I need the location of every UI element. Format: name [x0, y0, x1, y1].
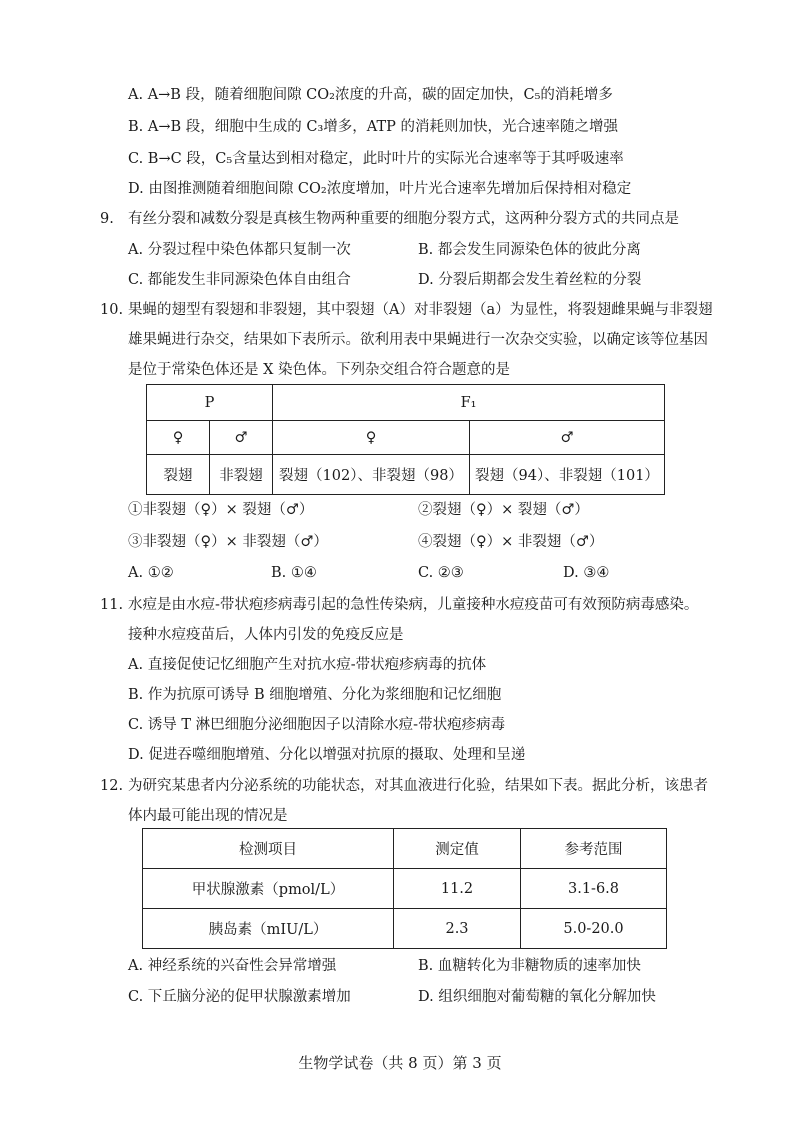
q12-header-range: 参考范围 [521, 829, 667, 869]
q12-option-c: C. 下丘脑分泌的促甲状腺激素增加 [128, 989, 351, 1005]
q12-stem-line-2: 体内最可能出现的情况是 [128, 808, 288, 824]
q11-stem-line-1: 水痘是由水痘-带状疱疹病毒引起的急性传染病，儿童接种水痘疫苗可有效预防病毒感染。 [128, 597, 699, 613]
q10-p-male-symbol: ♂ [210, 421, 273, 455]
q10-f1-header: F₁ [273, 385, 665, 421]
q10-f1-male-cell: 裂翅（94）、非裂翅（101） [470, 455, 665, 495]
q12-option-d: D. 组织细胞对葡萄糖的氧化分解加快 [418, 989, 656, 1005]
q9-option-a: A. 分裂过程中染色体都只复制一次 [128, 242, 351, 258]
q10-p-header: P [147, 385, 273, 421]
q12-table [142, 828, 667, 949]
q10-option-d: D. ③④ [563, 565, 610, 581]
table-row [143, 909, 667, 949]
q10-option-a: A. ①② [128, 565, 174, 581]
q12-row1-item: 甲状腺激素（pmol/L） [143, 869, 394, 909]
q10-f1-female-cell: 裂翅（102）、非裂翅（98） [273, 455, 470, 495]
q10-cross-4: ④裂翅（♀）× 非裂翅（♂） [418, 534, 604, 550]
q11-option-a: A. 直接促使记忆细胞产生对抗水痘-带状疱疹病毒的抗体 [128, 657, 487, 673]
q12-row1-value: 11.2 [394, 869, 521, 909]
q10-f1-female-symbol: ♀ [273, 421, 470, 455]
table-row [143, 869, 667, 909]
q12-option-b: B. 血糖转化为非糖物质的速率加快 [418, 958, 641, 974]
q10-table [146, 384, 665, 495]
q11-stem-line-2: 接种水痘疫苗后，人体内引发的免疫反应是 [128, 627, 404, 643]
q8-option-c: C. B→C 段，C₅含量达到相对稳定，此时叶片的实际光合速率等于其呼吸速率 [128, 151, 624, 167]
q8-option-a: A. A→B 段，随着细胞间隙 CO₂浓度的升高，碳的固定加快，C₅的消耗增多 [128, 87, 613, 103]
q12-stem-line-1: 为研究某患者内分泌系统的功能状态，对其血液进行化验，结果如下表。据此分析，该患者 [128, 778, 708, 794]
q12-number: 12. [100, 778, 124, 794]
q10-f1-male-symbol: ♂ [470, 421, 665, 455]
q9-option-c: C. 都能发生非同源染色体自由组合 [128, 272, 351, 288]
q10-cross-2: ②裂翅（♀）× 裂翅（♂） [418, 502, 589, 518]
q10-cross-1: ①非裂翅（♀）× 裂翅（♂） [128, 502, 314, 518]
q8-option-d: D. 由图推测随着细胞间隙 CO₂浓度增加，叶片光合速率先增加后保持相对稳定 [128, 181, 632, 197]
q10-stem-line-2: 雄果蝇进行杂交，结果如下表所示。欲利用表中果蝇进行一次杂交实验，以确定该等位基因 [128, 332, 708, 348]
q9-number: 9. [100, 211, 114, 227]
q11-number: 11. [100, 597, 124, 613]
q11-option-b: B. 作为抗原可诱导 B 细胞增殖、分化为浆细胞和记忆细胞 [128, 687, 502, 703]
q11-option-c: C. 诱导 T 淋巴细胞分泌细胞因子以清除水痘-带状疱疹病毒 [128, 717, 506, 733]
q10-stem-line-3: 是位于常染色体还是 X 染色体。下列杂交组合符合题意的是 [128, 362, 511, 378]
q12-row2-range: 5.0-20.0 [521, 909, 667, 949]
q10-p-female-symbol: ♀ [147, 421, 210, 455]
q10-number: 10. [100, 302, 124, 318]
q10-p-male-cell: 非裂翅 [210, 455, 273, 495]
q10-option-b: B. ①④ [271, 565, 317, 581]
q9-option-d: D. 分裂后期都会发生着丝粒的分裂 [418, 272, 642, 288]
q12-row2-value: 2.3 [394, 909, 521, 949]
q10-stem-line-1: 果蝇的翅型有裂翅和非裂翅，其中裂翅（A）对非裂翅（a）为显性，将裂翅雌果蝇与非裂翅 [128, 302, 713, 318]
q10-p-female-cell: 裂翅 [147, 455, 210, 495]
q12-header-item: 检测项目 [143, 829, 394, 869]
q10-option-c: C. ②③ [418, 565, 464, 581]
q10-cross-3: ③非裂翅（♀）× 非裂翅（♂） [128, 534, 328, 550]
page-footer: 生物学试卷（共 8 页）第 3 页 [298, 1054, 502, 1072]
q9-option-b: B. 都会发生同源染色体的彼此分离 [418, 242, 641, 258]
q12-option-a: A. 神经系统的兴奋性会异常增强 [128, 958, 337, 974]
q12-row1-range: 3.1-6.8 [521, 869, 667, 909]
q12-row2-item: 胰岛素（mIU/L） [143, 909, 394, 949]
q9-stem: 有丝分裂和减数分裂是真核生物两种重要的细胞分裂方式，这两种分裂方式的共同点是 [128, 211, 679, 227]
q8-option-b: B. A→B 段，细胞中生成的 C₃增多，ATP 的消耗则加快，光合速率随之增强 [128, 119, 618, 135]
q11-option-d: D. 促进吞噬细胞增殖、分化以增强对抗原的摄取、处理和呈递 [128, 747, 526, 763]
q12-header-value: 测定值 [394, 829, 521, 869]
